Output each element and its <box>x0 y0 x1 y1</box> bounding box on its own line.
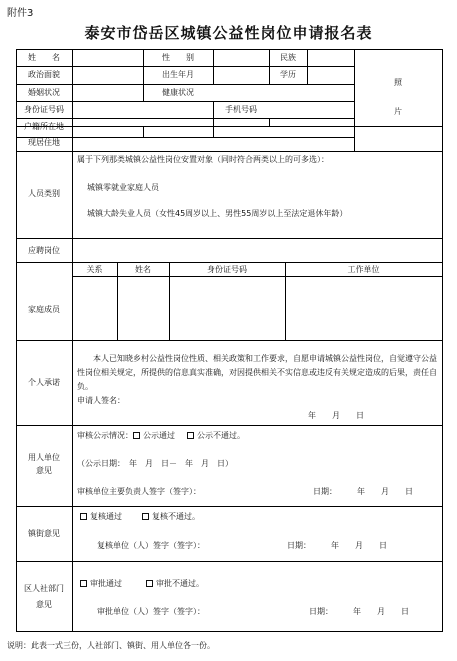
gender-label: 性 别 <box>162 53 194 62</box>
position-label: 应聘岗位 <box>28 246 60 255</box>
attachment-label: 附件3 <box>7 8 34 19</box>
pledge-label: 个人承诺 <box>28 378 60 387</box>
hr-pass-checkbox[interactable] <box>80 580 87 587</box>
category-option-1[interactable]: 城镇零就业家庭人员 <box>87 183 159 192</box>
id-number-label: 身份证号码 <box>24 105 64 114</box>
hr-sign-label: 审批单位（人）签字（签字）： <box>97 607 205 616</box>
unit-fail-checkbox[interactable] <box>187 432 194 439</box>
hr-fail-label: 审批不通过。 <box>156 579 204 588</box>
pledge-text: 本人已知晓乡村公益性岗位性质、相关政策和工作要求，自愿申请城镇公益性岗位，自觉遵守公益性岗位相关规定，所提供的信息真实准确，对因提供相关不实信息或违反有关规定造成的后果，责任自负。 <box>77 354 437 391</box>
form-title: 泰安市岱岳区城镇公益性岗位申请报名表 <box>84 24 373 42</box>
town-review <box>80 512 200 522</box>
family-col-id: 身份证号码 <box>207 265 247 274</box>
unit-pass-label: 公示通过 <box>143 431 175 440</box>
hr-date: 日期： 年 月 日 <box>309 607 409 616</box>
category-option-2[interactable]: 城镇大龄失业人员（女性45周岁以上、男性55周岁以上至法定退休年龄） <box>87 209 348 218</box>
hr-opinion-label-1: 区人社部门 <box>24 584 64 593</box>
family-col-workplace: 工作单位 <box>347 265 380 274</box>
name-label: 姓 名 <box>28 53 60 62</box>
town-pass-checkbox[interactable] <box>80 513 87 520</box>
unit-review <box>77 431 245 441</box>
unit-opinion-label-1: 用人单位 <box>28 453 60 462</box>
unit-review-label: 审核公示情况： <box>77 431 133 440</box>
family-col-relation: 关系 <box>86 265 103 274</box>
education-label: 学历 <box>280 70 296 79</box>
unit-fail-label: 公示不通过。 <box>197 431 245 440</box>
hr-review <box>80 579 204 589</box>
unit-sign-label: 审核单位主要负责人签字（签字）： <box>77 487 201 496</box>
health-status-label: 健康状况 <box>162 88 194 97</box>
current-address-label: 现居住地 <box>28 138 60 147</box>
town-fail-checkbox[interactable] <box>142 513 149 520</box>
town-opinion-label: 镇街意见 <box>28 529 60 538</box>
photo-label-bottom: 片 <box>394 107 402 116</box>
mobile-label: 手机号码 <box>225 105 257 114</box>
applicant-sign-label: 申请人签名： <box>77 396 125 405</box>
unit-publicity-period: （公示日期： 年 月 日－ 年 月 日） <box>77 459 233 468</box>
town-sign-label: 复核单位（人）签字（签字）： <box>97 541 205 550</box>
hr-opinion-label-2: 意见 <box>36 600 52 609</box>
photo-label-top: 照 <box>394 78 402 87</box>
family-label: 家庭成员 <box>28 305 60 314</box>
town-pass-label: 复核通过 <box>90 512 122 521</box>
unit-pass-checkbox[interactable] <box>133 432 140 439</box>
footer-note: 说明：此表一式三份，人社部门、镇街、用人单位各一份。 <box>7 641 215 650</box>
ethnicity-label: 民族 <box>280 53 296 62</box>
household-address-label: 户籍所在地 <box>24 122 64 131</box>
category-label: 人员类别 <box>28 189 60 198</box>
political-status-label: 政治面貌 <box>28 70 60 79</box>
form-table <box>16 49 443 632</box>
town-fail-label: 复核不通过。 <box>152 512 200 521</box>
family-col-name: 姓名 <box>135 265 151 274</box>
town-date: 日期： 年 月 日 <box>287 541 387 550</box>
birth-date-label: 出生年月 <box>162 70 194 79</box>
pledge-date: 年 月 日 <box>308 411 364 420</box>
hr-pass-label: 审批通过 <box>90 579 122 588</box>
category-intro: 属于下列那类城镇公益性岗位安置对象（同时符合两类以上的可多选）： <box>77 155 329 164</box>
marital-status-label: 婚姻状况 <box>28 88 60 97</box>
hr-fail-checkbox[interactable] <box>146 580 153 587</box>
unit-opinion-label-2: 意见 <box>36 466 52 475</box>
unit-date: 日期： 年 月 日 <box>313 487 413 496</box>
